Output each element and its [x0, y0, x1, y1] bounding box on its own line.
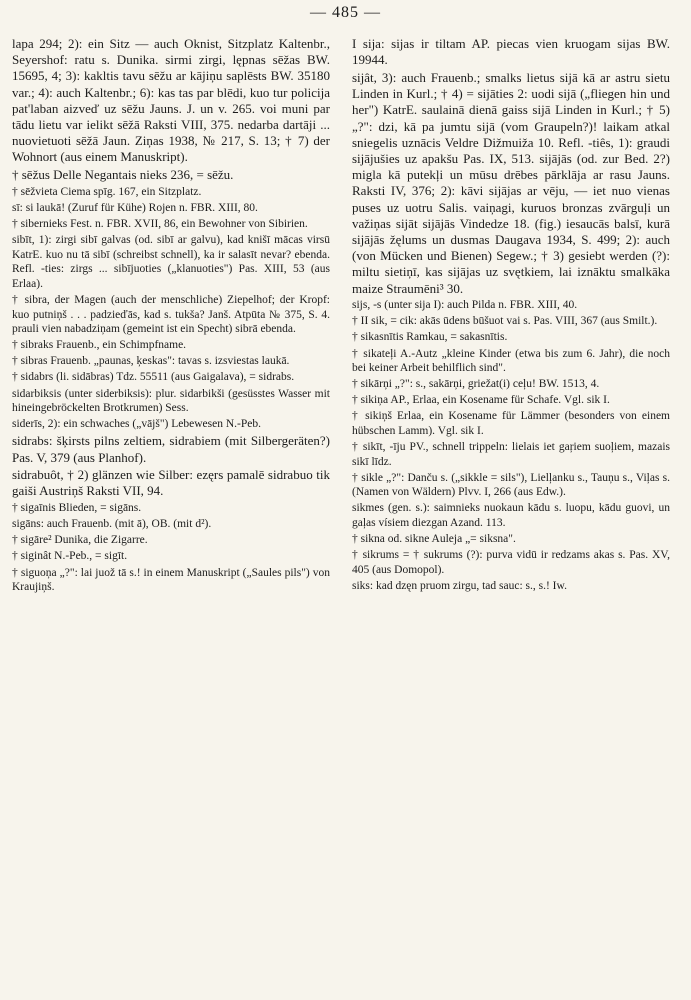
dictionary-entry: † sikle „?": Danču s. („sikkle = sils"), Lielļanku s., Tauņu s., Viļas s. (Namen von Wäldern) Plvv. I, 266 (aus Edw.). [352, 471, 670, 499]
dictionary-entry: † sibernieks Fest. n. FBR. XVII, 86, ein Bewohner von Sibirien. [12, 218, 308, 231]
dictionary-entry: sikmes (gen. s.): saimnieks nuokaun kādu s. luopu, kādu guovi, un gaļas vísiem diezgan Azand. 113. [352, 502, 670, 530]
dictionary-entry: † sidabrs (li. sidābras) Tdz. 55511 (aus Gaigalava), = sidrabs. [12, 371, 295, 384]
dictionary-entry: † sikiņš Erlaa, ein Kosename für Lämmer (besonders von einem hübschen Lamm). Vgl. sik I. [352, 410, 670, 437]
dictionary-entry: sijs, -s (unter sija I): auch Pilda n. FBR. XIII, 40. [352, 299, 578, 312]
column-gutter [340, 36, 341, 986]
dictionary-entry: sijât, 3): auch Frauenb.; smalks lietus sijā kā ar astru sietu Linden in Kurl.; † 4) = sijāties 2: uodi sijā („fliegen hin und her") KatrE. saulainā dienā gaiss sijā Linden in Kurl.; † 5) „?": dzi, kā pa jumtu sijā (vom Graupeln?)! laikam atkal sniegelis uznācis Veldre Dižmuiža 10. Refl. -tiês, 1): graudi sijājušies uz apakšu Pas. IX, 513. sijājās (od. zur Bed. 2?) migla kā putekļi un mūsu drēbes pārklāja ar rasu Jauns. Raksti IV, 376; 2): kāvi sijājas ar vēju, — iet nuo vienas puses uz uotru Salis. vaiņagi, kuruos bronzas zvārguļi un važiņas sijāt sijājās Vindedze 18. (fig.) iesaucās balsī, kurā sijājās žęlums un dusmas Daugava 1934, S. 499; 2): auch (von Mücken und Bienen) Segew.; † 3) gesiebt werden (?): miltu sietiņī, kas sijājas uz svętkiem, lai iznāktu smalkāka maize Straumēni³ 30. [352, 69, 670, 296]
right-column [352, 36, 670, 595]
dictionary-entry: † sikīt, -īju PV., schnell trippeln: lielais iet gaŗiem suoļiem, mazais sikī līdz. [352, 441, 670, 468]
dictionary-entry: sidarbiksis (unter siderbiksis): plur. sidarbikši (gesüsstes Wasser mit hineingebröckelten Brotkrumen) Sess. [12, 387, 330, 415]
dictionary-entry: † sēžus Delle Negantais nieks 236, = sēžu. [12, 167, 234, 183]
page-number: — 485 — [310, 4, 381, 21]
dictionary-entry: † sikrums = † sukrums (?): purva vidū ir redzams akas s. Pas. XV, 405 (aus Domopol). [352, 549, 670, 576]
dictionary-entry: siks: kad dzęn pruom zirgu, tad sauc: s., s.! Iw. [352, 579, 567, 592]
dictionary-entry: siderīs, 2): ein schwaches („vājš") Lebewesen N.-Peb. [12, 418, 261, 431]
dictionary-entry: † sibras Frauenb. „paunas, ķeskas": tavas s. izsviestas laukā. [12, 355, 290, 368]
dictionary-entry: † sikna od. sikne Auleja „= siksna". [352, 533, 516, 546]
dictionary-entry: † sibraks Frauenb., ein Schimpfname. [12, 339, 187, 352]
dictionary-entry: † sikasnītis Ramkau, = sakasnītis. [352, 331, 508, 344]
dictionary-entry: † sigāre² Dunika, die Zigarre. [12, 534, 148, 547]
dictionary-entry: sī: si laukā! (Zuruf für Kühe) Rojen n. FBR. XIII, 80. [12, 201, 258, 214]
dictionary-entry: † siginât N.-Peb., = sigīt. [12, 550, 128, 563]
dictionary-entry: † sikateļi A.-Autz „kleine Kinder (etwa bis zum 6. Jahr), die noch bei keiner Arbeit behilflich sind". [352, 347, 670, 375]
dictionary-entry: † sigaīnis Blieden, = sigāns. [12, 502, 142, 515]
dictionary-entry: lapa 294; 2): ein Sitz — auch Oknist, Sitzplatz Kaltenbr., Seyershof: ratu s. Dunika. sirmi zirgi, lępnas sēžas BW. 15695, 4; 3): kakltis tavu sēžu ar kājiņu saplēsts BW. 35180 var.; 4): auch Kaltenbr.; 6): kas tas par blēdi, kuo tur policija pat'laban aizveď uz sēžu Jauns. J. un v. 265. voi muni par tādu lietu var ielikt sēžā Raksti VIII, 375. nedarba dartāji ... nuovietuoti sēžā Jaun. Ziņas 1938, № 217, S. 13; † 7) der Wohnort (aus einem Manuskript). [12, 36, 330, 165]
dictionary-entry: † siguoņa „?": lai juož tā s.! in einem Manuskript („Saules pils") von Kraujiņš. [12, 566, 330, 594]
dictionary-entry: † sēžvieta Ciema spīg. 167, ein Sitzplatz. [12, 185, 202, 198]
dictionary-entry: sigāns: auch Frauenb. (mit ā), OB. (mit d²). [12, 518, 212, 531]
dictionary-entry: I sija: sijas ir tiltam AP. piecas vien kruogam sijas BW. 19944. [352, 36, 670, 68]
left-column [12, 36, 330, 596]
dictionary-entry: sidrabuôt, † 2) glänzen wie Silber: ezęrs pamalē sidrabuo tik gaiši Austriņš Raksti VII, 94. [12, 467, 330, 499]
dictionary-entry: † II sik, = cik: akās ūdens būšuot vai s. Pas. VIII, 367 (aus Smilt.). [352, 315, 658, 328]
dictionary-entry: † sibra, der Magen (auch der menschliche) Ziepelhof; der Kropf: kuo putniņš . . . padzieďās, kad s. tukša? Janš. Atpūta № 375, S. 4. prauli vien nabadziņam (gemeint ist ein Specht) sibrā ebenda. [12, 293, 330, 336]
dictionary-entry: sidrabs: šķirsts pilns zeltiem, sidrabiem (mit Silbergeräten?) Pas. V, 379 (aus Planhof). [12, 433, 330, 465]
dictionary-entry: † sikiņa AP., Erlaa, ein Kosename für Schafe. Vgl. sik I. [352, 394, 610, 407]
dictionary-entry: † sikārņi „?": s., sakārņi, griežat(i) ceļu! BW. 1513, 4. [352, 378, 600, 391]
dictionary-entry: sibīt, 1): zirgi sibī galvas (od. sibī ar galvu), kad knišī mācas virsū KatrE. kuo nu tā sibī (schreibst schnell), ka ir salasīt nevar? ebenda. Refl. -ties: zirgs ... sibījuoties („klanuoties") Pas. XIII, 53 (aus Erlaa). [12, 234, 330, 290]
